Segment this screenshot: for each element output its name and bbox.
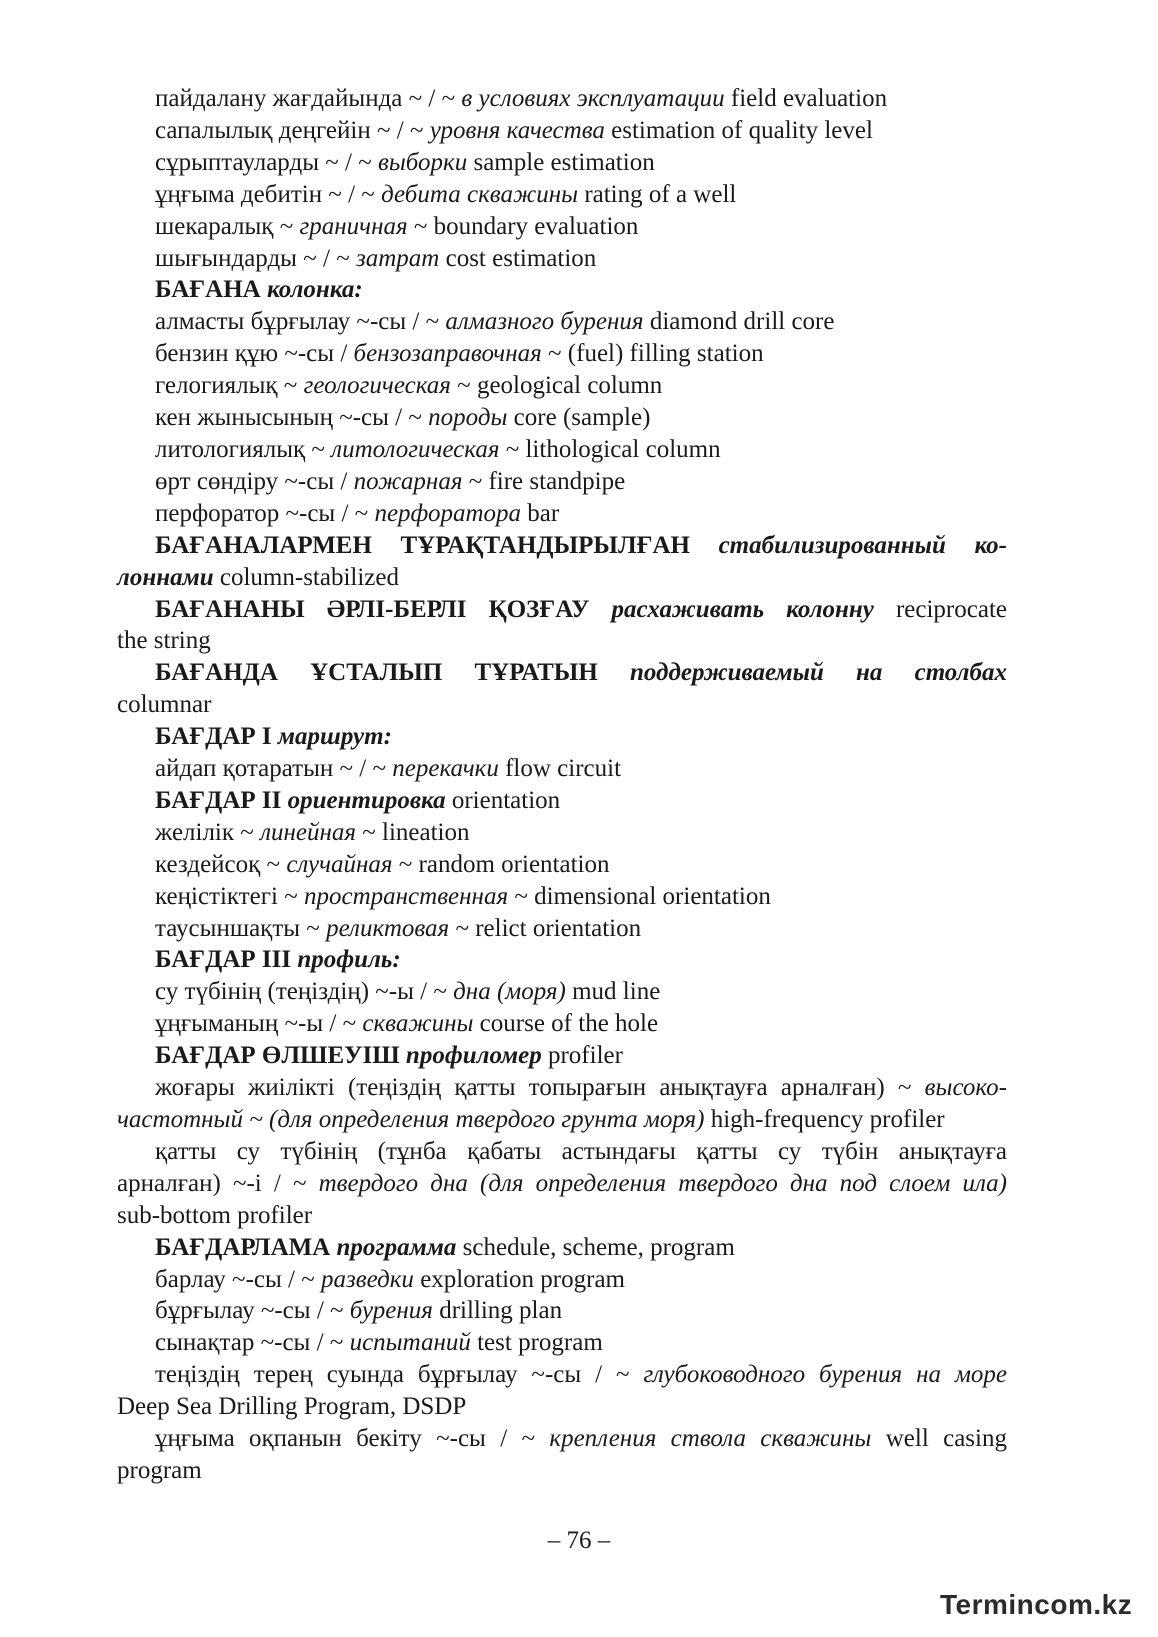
term-text: columnar xyxy=(117,691,212,719)
text-line xyxy=(117,1327,1007,1359)
russian-term: высоко- xyxy=(924,1074,1007,1102)
text-line xyxy=(117,498,1007,530)
term-text: сынақтар ~-сы / ~ xyxy=(155,1329,350,1357)
text-line xyxy=(117,1232,1007,1264)
text-line xyxy=(117,466,1007,498)
text-line xyxy=(117,338,1007,370)
term-text: шығындарды ~ / ~ xyxy=(155,244,356,272)
term-text: flow circuit xyxy=(498,755,622,783)
term-text: пайдалану жағдайында ~ / ~ xyxy=(155,85,462,112)
russian-term: скважины xyxy=(362,1010,474,1038)
russian-term: породы xyxy=(428,404,508,432)
term-text: өрт сөндіру ~-сы / xyxy=(155,467,354,495)
russian-term: выборки xyxy=(378,148,468,176)
text-line xyxy=(117,1040,1007,1072)
russian-term: твердого дна (для определения твердого дна под слоем ила) xyxy=(318,1169,1007,1197)
russian-term: геологическая xyxy=(303,372,451,400)
text-line xyxy=(117,625,1007,657)
text-line xyxy=(117,370,1007,402)
term-text: кеңістіктегі ~ xyxy=(155,882,304,910)
term-text: сұрыптауларды ~ / ~ xyxy=(155,148,378,176)
term-text: айдап қотаратын ~ / ~ xyxy=(155,755,393,783)
russian-term: перфоратора xyxy=(374,499,522,527)
headword: БАҒДАР III xyxy=(155,946,298,974)
term-text: column-stabilized xyxy=(213,563,399,591)
russian-term: перекачки xyxy=(392,755,499,783)
headword: БАҒАНДА ҰСТАЛЫП ТҰРАТЫН xyxy=(155,659,630,687)
russian-term: глубоководного бурения на море xyxy=(643,1361,1008,1389)
term-text: reciprocate xyxy=(873,595,1007,623)
headword: БАҒДАР I xyxy=(155,723,278,751)
term-text: high-frequency profiler xyxy=(704,1106,945,1133)
russian-term: линейная xyxy=(260,818,356,846)
russian-term: пространственная xyxy=(303,882,509,910)
document-body xyxy=(117,83,1007,1487)
term-text: теңіздің терең суында бұрғылау ~-сы / ~ xyxy=(155,1361,644,1389)
text-line xyxy=(117,530,1007,562)
term-text: Deep Sea Drilling Program, DSDP xyxy=(117,1393,467,1421)
headword-translation: профиломер xyxy=(405,1042,542,1070)
text-line xyxy=(117,1200,1007,1232)
term-text: арналған) ~-і / ~ xyxy=(117,1169,319,1197)
term-text: sample estimation xyxy=(467,148,655,176)
text-line xyxy=(117,721,1007,753)
term-text: bar xyxy=(521,499,560,527)
text-line xyxy=(117,913,1007,945)
text-line xyxy=(117,785,1007,817)
term-text: бензин құю ~-сы / xyxy=(155,340,354,368)
russian-term: испытаний xyxy=(349,1329,471,1357)
term-text: exploration program xyxy=(413,1265,625,1293)
text-line xyxy=(117,147,1007,179)
text-line xyxy=(117,1423,1007,1455)
term-text: ұңғыманың ~-ы / ~ xyxy=(155,1010,363,1038)
russian-term: бурения xyxy=(349,1297,433,1325)
text-line xyxy=(117,753,1007,785)
text-line xyxy=(117,1168,1007,1200)
russian-term: случайная xyxy=(286,850,393,878)
russian-term: уровня качества xyxy=(429,116,605,144)
headword: БАҒДАРЛАМА xyxy=(155,1233,337,1261)
term-text: ~ lineation xyxy=(356,818,470,846)
headword-translation: расхаживать колонну xyxy=(611,595,874,623)
text-line xyxy=(117,1008,1007,1040)
russian-term: в условиях эксплуатации xyxy=(461,85,725,112)
termincom-logo xyxy=(940,1589,1132,1621)
term-text: field evaluation xyxy=(724,85,888,112)
text-line xyxy=(117,243,1007,275)
text-line xyxy=(117,1295,1007,1327)
text-line xyxy=(117,306,1007,338)
term-text: well casing xyxy=(871,1425,1007,1453)
term-text: кездейсоқ ~ xyxy=(155,850,287,878)
term-text: алмасты бұрғылау ~-сы / ~ xyxy=(155,308,446,336)
russian-term: пожарная xyxy=(353,467,463,495)
headword: БАҒАНА xyxy=(155,276,267,304)
headword-translation: поддерживаемый на столбах xyxy=(629,659,1007,687)
russian-term: литологическая xyxy=(331,435,500,463)
headword-translation: лоннами xyxy=(117,563,214,591)
text-line xyxy=(117,115,1007,147)
russian-term: алмазного бурения xyxy=(445,308,644,336)
term-text: кен жынысының ~-сы / ~ xyxy=(155,404,429,432)
term-text: барлау ~-сы / ~ xyxy=(155,1265,322,1293)
text-line xyxy=(117,179,1007,211)
term-text: бұрғылау ~-сы / ~ xyxy=(155,1297,350,1325)
term-text: перфоратор ~-сы / ~ xyxy=(155,499,375,527)
russian-term: частотный ~ (для определения твердого грунта моря) xyxy=(117,1106,705,1133)
russian-term: разведки xyxy=(321,1265,414,1293)
text-line xyxy=(117,434,1007,466)
term-text: гелогиялық ~ xyxy=(155,372,304,400)
headword-translation: программа xyxy=(336,1233,457,1261)
text-line xyxy=(117,976,1007,1008)
term-text: the string xyxy=(117,627,211,655)
term-text: rating of a well xyxy=(578,180,737,208)
russian-term: дебита скважины xyxy=(381,180,579,208)
russian-term: крепления ствола скважины xyxy=(549,1425,872,1453)
term-text: program xyxy=(117,1456,202,1484)
text-line xyxy=(117,562,1007,594)
term-text: drilling plan xyxy=(432,1297,563,1325)
headword-translation: маршрут: xyxy=(277,723,392,751)
term-text: сапалылық деңгейін ~ / ~ xyxy=(155,116,430,144)
headword: БАҒАНАНЫ ӘРЛІ-БЕРЛІ ҚОЗҒАУ xyxy=(155,595,612,623)
term-text: orientation xyxy=(445,786,561,814)
term-text: schedule, scheme, program xyxy=(456,1233,735,1261)
text-line xyxy=(117,1072,1007,1104)
term-text: course of the hole xyxy=(473,1010,659,1038)
text-line xyxy=(117,274,1007,306)
text-line xyxy=(117,1391,1007,1423)
term-text: желілік ~ xyxy=(155,818,261,846)
text-line xyxy=(117,1104,1007,1136)
term-text: ~ relict orientation xyxy=(449,914,642,942)
term-text: ұңғыма оқпанын бекіту ~-сы / ~ xyxy=(155,1425,550,1453)
russian-term: дна (моря) xyxy=(453,978,566,1006)
logo-text: Termincom.kz xyxy=(940,1589,1133,1620)
term-text: estimation of quality level xyxy=(604,116,873,144)
text-line xyxy=(117,1136,1007,1168)
headword: БАҒДАР ӨЛШЕУІШ xyxy=(155,1042,406,1070)
term-text: mud line xyxy=(565,978,661,1006)
term-text: ~ (fuel) filling station xyxy=(541,340,764,368)
term-text: cost estimation xyxy=(439,244,597,272)
headword-translation: стабилизированный ко- xyxy=(718,531,1007,559)
term-text: литологиялық ~ xyxy=(155,435,332,463)
russian-term: затрат xyxy=(355,244,440,272)
text-line xyxy=(117,817,1007,849)
term-text: ~ geological column xyxy=(450,372,663,400)
headword: БАҒДАР II xyxy=(155,786,288,814)
term-text: sub-bottom profiler xyxy=(117,1201,313,1229)
russian-term: реликтовая xyxy=(326,914,450,942)
headword-translation: ориентировка xyxy=(287,786,446,814)
term-text: ~ lithological column xyxy=(499,435,721,463)
term-text: ~ dimensional orientation xyxy=(508,882,771,910)
russian-term: бензозаправочная xyxy=(353,340,542,368)
text-line xyxy=(117,402,1007,434)
term-text: ұңғыма дебитін ~ / ~ xyxy=(155,180,382,208)
russian-term: граничная xyxy=(299,212,408,240)
headword: БАҒАНАЛАРМЕН ТҰРАҚТАНДЫРЫЛҒАН xyxy=(155,531,719,559)
term-text: core (sample) xyxy=(507,404,651,432)
text-line xyxy=(117,83,1007,115)
term-text: таусыншақты ~ xyxy=(155,914,327,942)
term-text: profiler xyxy=(541,1042,623,1070)
text-line xyxy=(117,211,1007,243)
text-line xyxy=(117,689,1007,721)
term-text: су түбінің (теңіздің) ~-ы / ~ xyxy=(155,978,454,1006)
term-text: ~ boundary evaluation xyxy=(407,212,639,240)
text-line xyxy=(117,1359,1007,1391)
text-line xyxy=(117,881,1007,913)
text-line xyxy=(117,657,1007,689)
term-text: ~ random orientation xyxy=(392,850,610,878)
text-line xyxy=(117,944,1007,976)
term-text: test program xyxy=(470,1329,603,1357)
text-line xyxy=(117,1455,1007,1487)
headword-translation: профиль: xyxy=(297,946,401,974)
headword-translation: колонка: xyxy=(266,276,363,304)
term-text: diamond drill core xyxy=(643,308,835,336)
term-text: қатты су түбінің (тұнба қабаты астындағы қатты су түбін анықтауға xyxy=(155,1137,1007,1165)
term-text: ~ fire standpipe xyxy=(462,467,626,495)
page-number: – 76 – xyxy=(547,1527,611,1554)
term-text: шекаралық ~ xyxy=(155,212,300,240)
term-text: жоғары жиілікті (теңіздің қатты топырағын анықтауға арналған) ~ xyxy=(155,1074,925,1102)
text-line xyxy=(117,849,1007,881)
text-line xyxy=(117,594,1007,626)
text-line xyxy=(117,1264,1007,1296)
